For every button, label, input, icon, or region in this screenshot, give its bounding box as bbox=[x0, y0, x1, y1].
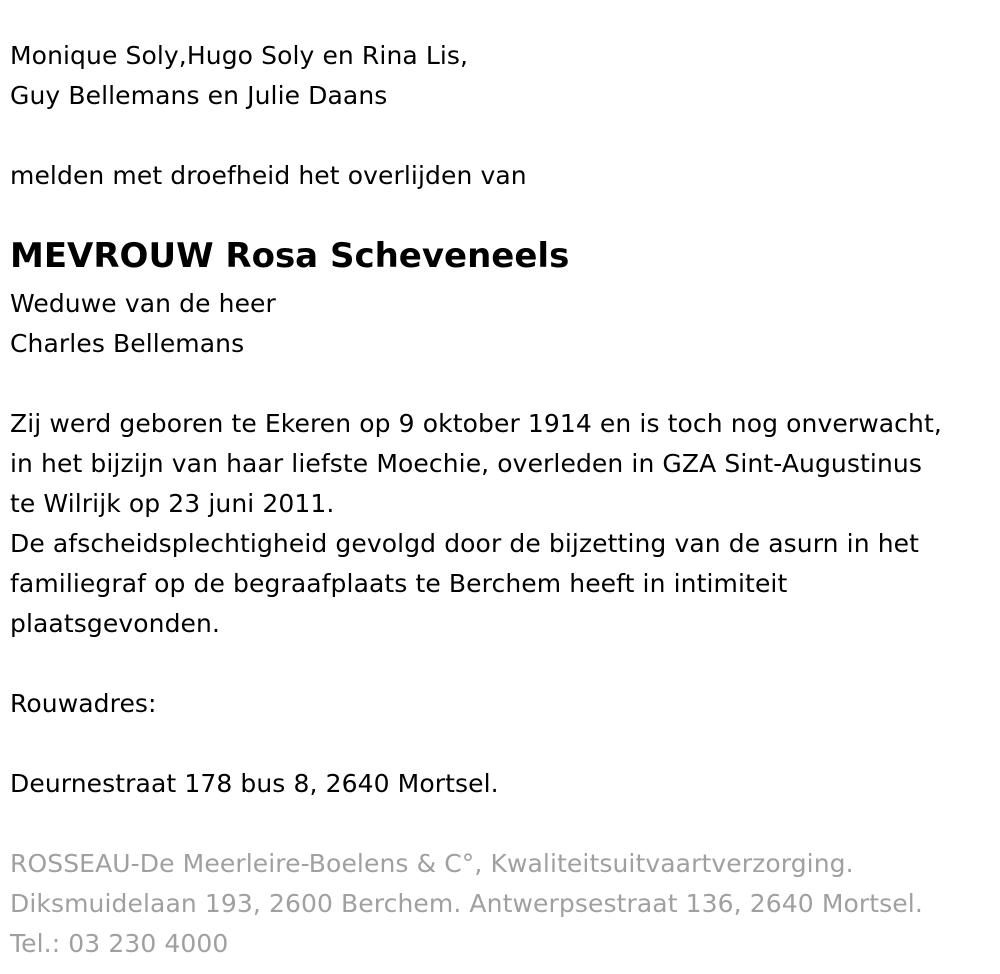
body-line-2: in het bijzijn van haar liefste Moechie, overleden in GZA Sint-Augustinus bbox=[10, 449, 922, 478]
funeral-home-line-2: Diksmuidelaan 193, 2600 Berchem. Antwerpsestraat 136, 2640 Mortsel. bbox=[10, 889, 923, 918]
deceased-name: MEVROUW Rosa Scheveneels bbox=[10, 236, 570, 276]
body-line-1: Zij werd geboren te Ekeren op 9 oktober 1914 en is toch nog onverwacht, bbox=[10, 409, 942, 438]
intro-text: melden met droefheid het overlijden van bbox=[10, 161, 527, 190]
address-text: Deurnestraat 178 bus 8, 2640 Mortsel. bbox=[10, 769, 499, 798]
body-line-3: te Wilrijk op 23 juni 2011. bbox=[10, 489, 335, 518]
relation-line-1: Weduwe van de heer bbox=[10, 289, 276, 318]
body-line-6: plaatsgevonden. bbox=[10, 609, 221, 638]
funeral-home-phone: Tel.: 03 230 4000 bbox=[10, 929, 229, 958]
body-line-5: familiegraf op de begraafplaats te Berchem heeft in intimiteit bbox=[10, 569, 788, 598]
funeral-home-line-1: ROSSEAU-De Meerleire-Boelens & C°, Kwaliteitsuitvaartverzorging. bbox=[10, 849, 854, 878]
address-label: Rouwadres: bbox=[10, 689, 157, 718]
announcer-line-2: Guy Bellemans en Julie Daans bbox=[10, 81, 388, 110]
announcer-line-1: Monique Soly,Hugo Soly en Rina Lis, bbox=[10, 41, 469, 70]
body-line-4: De afscheidsplechtigheid gevolgd door de bijzetting van de asurn in het bbox=[10, 529, 920, 558]
relation-line-2: Charles Bellemans bbox=[10, 329, 245, 358]
